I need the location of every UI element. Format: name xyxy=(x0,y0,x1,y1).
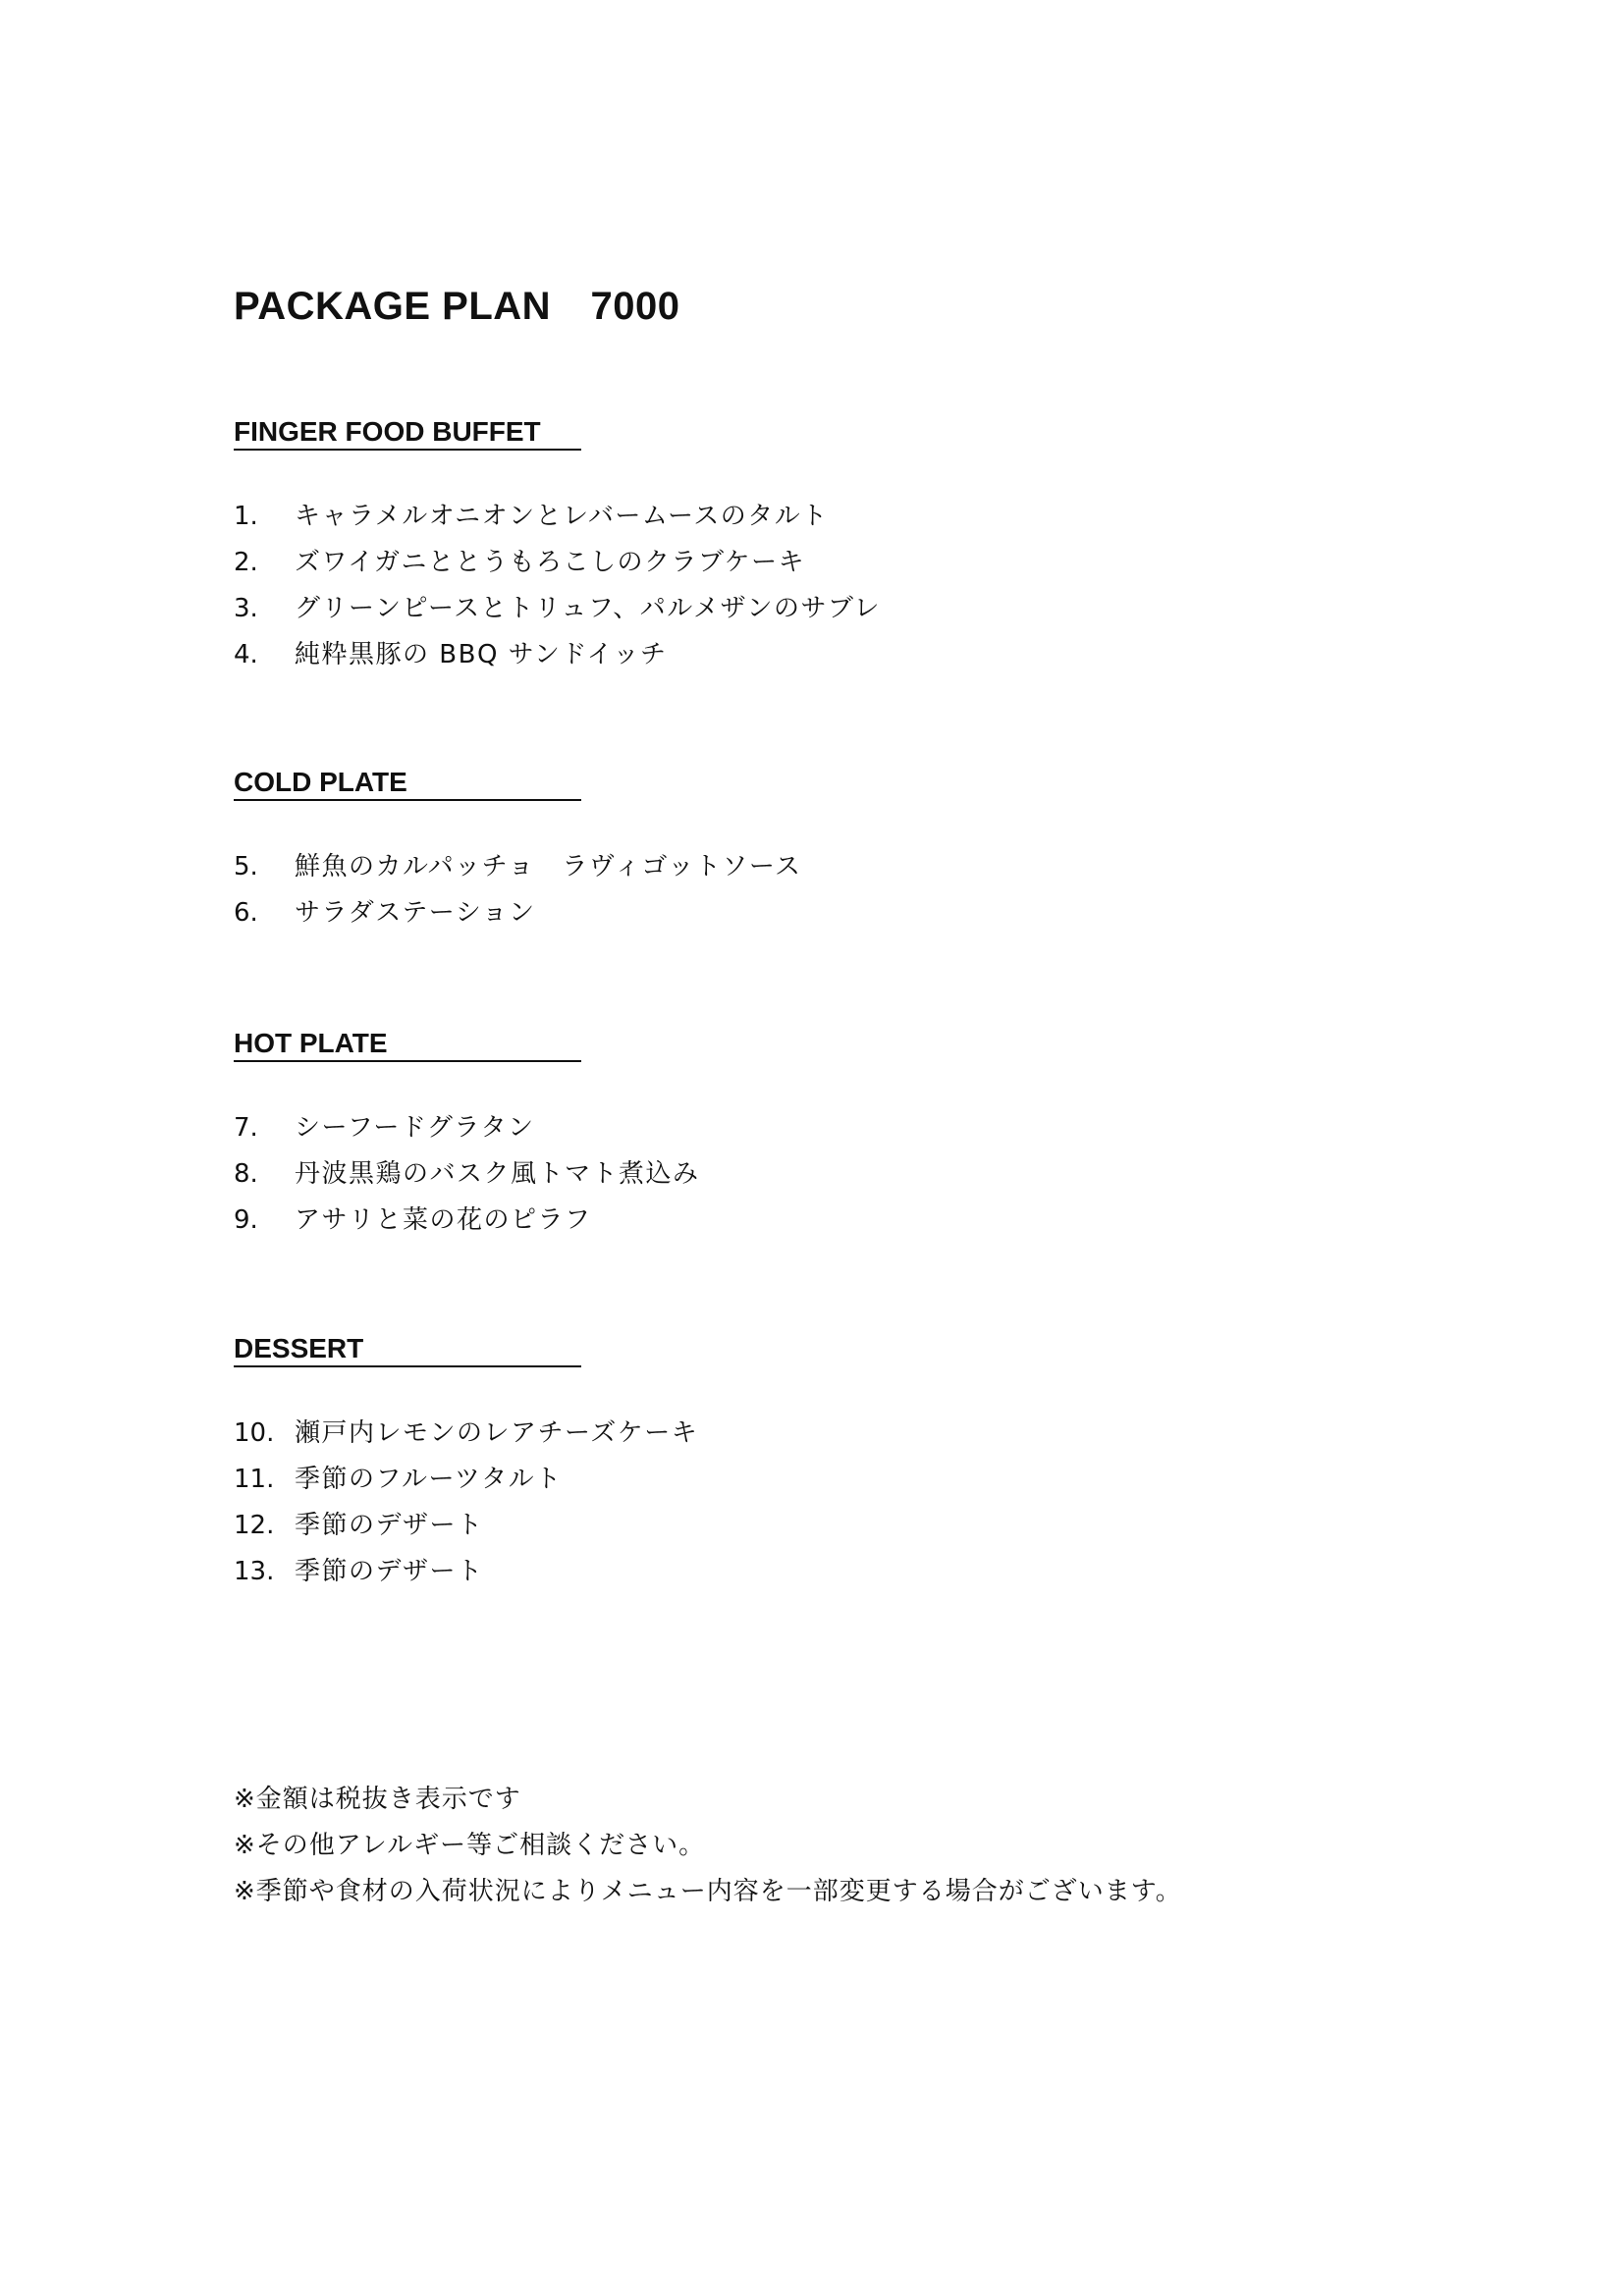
list-item xyxy=(234,1503,698,1549)
item-name: 鮮魚のカルパッチョ ラヴィゴットソース xyxy=(295,852,802,881)
list-item xyxy=(234,1198,700,1244)
item-name: 丹波黒鶏のバスク風トマト煮込み xyxy=(295,1159,700,1189)
section-heading-dessert: DESSERT xyxy=(234,1332,581,1367)
item-name: キャラメルオニオンとレバームースのタルト xyxy=(295,502,829,531)
item-number: 2. xyxy=(234,548,258,577)
page-title: PACKAGE PLAN 7000 xyxy=(234,285,680,328)
section-heading-cold-plate: COLD PLATE xyxy=(234,766,581,801)
section-heading-finger-food-buffet: FINGER FOOD BUFFET xyxy=(234,415,581,451)
item-number: 10. xyxy=(234,1418,275,1448)
list-item xyxy=(234,844,802,890)
item-name: サラダステーション xyxy=(295,898,536,928)
item-number: 9. xyxy=(234,1205,258,1235)
item-name: 季節のデザート xyxy=(295,1557,484,1586)
list-item xyxy=(234,1549,698,1595)
item-name: グリーンピースとトリュフ、パルメザンのサブレ xyxy=(295,594,881,623)
menu-list-dessert xyxy=(234,1411,698,1595)
item-number: 5. xyxy=(234,852,258,881)
list-item xyxy=(234,540,881,586)
list-item xyxy=(234,632,881,678)
footnotes xyxy=(234,1777,1182,1915)
item-number: 11. xyxy=(234,1465,275,1494)
list-item xyxy=(234,1411,698,1457)
list-item xyxy=(234,494,881,540)
item-number: 4. xyxy=(234,640,258,669)
item-number: 1. xyxy=(234,502,258,531)
item-name: 季節のデザート xyxy=(295,1511,484,1540)
item-number: 8. xyxy=(234,1159,258,1189)
item-number: 7. xyxy=(234,1113,258,1143)
menu-list-hot-plate xyxy=(234,1105,700,1244)
list-item xyxy=(234,1151,700,1198)
item-number: 13. xyxy=(234,1557,275,1586)
item-number: 3. xyxy=(234,594,258,623)
menu-list-cold-plate xyxy=(234,844,802,936)
note-menu-change: ※季節や食材の入荷状況によりメニュー内容を一部変更する場合がございます。 xyxy=(234,1877,1182,1906)
list-item xyxy=(234,1105,700,1151)
item-name: シーフードグラタン xyxy=(295,1113,535,1143)
item-number: 6. xyxy=(234,898,258,928)
note-tax: ※金額は税抜き表示です xyxy=(234,1785,521,1814)
menu-list-finger-food-buffet xyxy=(234,494,881,678)
note-allergy: ※その他アレルギー等ご相談ください。 xyxy=(234,1831,706,1860)
list-item xyxy=(234,890,802,936)
item-number: 12. xyxy=(234,1511,275,1540)
item-name: 瀬戸内レモンのレアチーズケーキ xyxy=(295,1418,699,1448)
item-name: ズワイガニととうもろこしのクラブケーキ xyxy=(295,548,806,577)
list-item xyxy=(234,1457,698,1503)
section-heading-hot-plate: HOT PLATE xyxy=(234,1027,581,1062)
list-item xyxy=(234,586,881,632)
item-name: アサリと菜の花のピラフ xyxy=(295,1205,592,1235)
item-name: 季節のフルーツタルト xyxy=(295,1465,563,1494)
item-name: 純粋黒豚の BBQ サンドイッチ xyxy=(295,640,668,669)
